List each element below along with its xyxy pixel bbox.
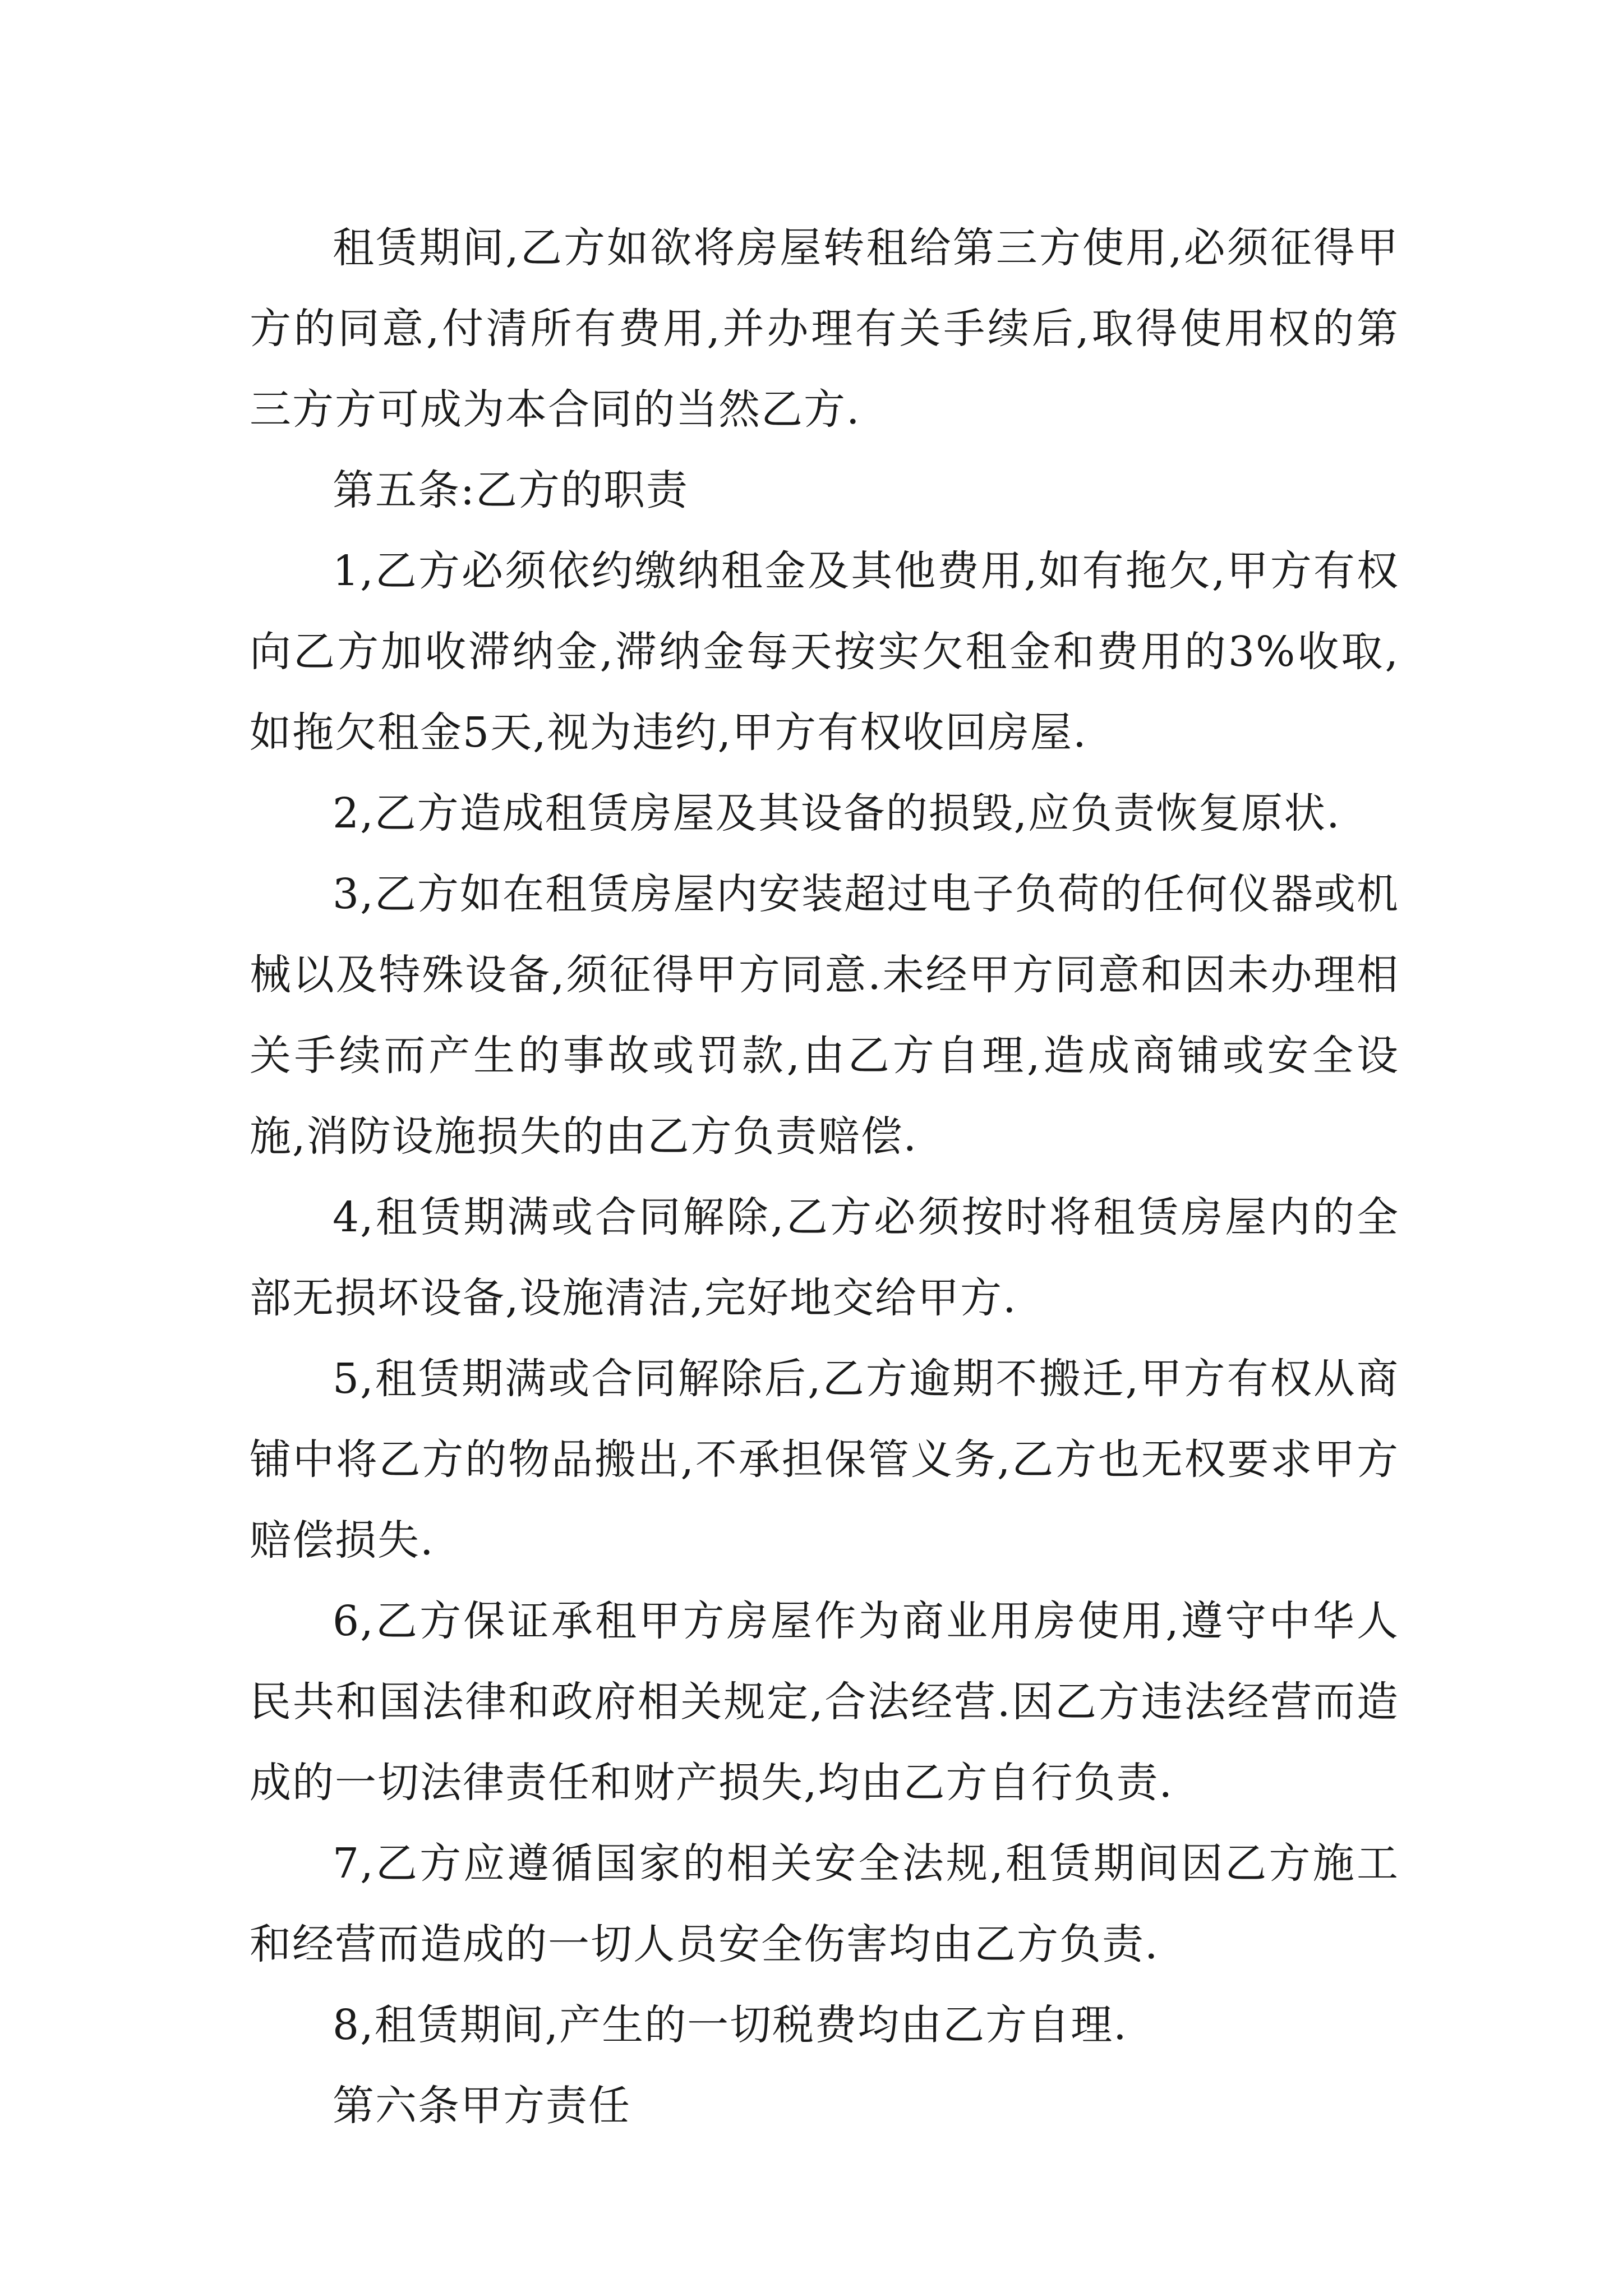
document-body xyxy=(250,208,1399,2146)
section-heading-article-6: 第六条甲方责任 xyxy=(333,2082,631,2130)
paragraph-clause-5: 5,租赁期满或合同解除后,乙方逾期不搬迁,甲方有权从商铺中将乙方的物品搬出,不承担保管义务,乙方也无权要求甲方赔偿损失. xyxy=(250,1355,1399,1565)
paragraph-clause-2: 2,乙方造成租赁房屋及其设备的损毁,应负责恢复原状. xyxy=(333,789,1341,838)
paragraph-clause-1: 1,乙方必须依约缴纳租金及其他费用,如有拖欠,甲方有权向乙方加收滞纳金,滞纳金每天按实欠租金和费用的3%收取,如拖欠租金5天,视为违约,甲方有权收回房屋. xyxy=(250,547,1399,757)
paragraph-clause-8: 8,租赁期间,产生的一切税费均由乙方自理. xyxy=(333,2001,1128,2049)
paragraph-clause-7: 7,乙方应遵循国家的相关安全法规,租赁期间因乙方施工和经营而造成的一切人员安全伤害均由乙方负责. xyxy=(250,1839,1399,1968)
section-heading-article-5: 第五条:乙方的职责 xyxy=(333,466,689,514)
paragraph-sublease: 租赁期间,乙方如欲将房屋转租给第三方使用,必须征得甲方的同意,付清所有费用,并办理有关手续后,取得使用权的第三方方可成为本合同的当然乙方. xyxy=(250,224,1399,434)
paragraph-clause-6: 6,乙方保证承租甲方房屋作为商业用房使用,遵守中华人民共和国法律和政府相关规定,合法经营.因乙方违法经营而造成的一切法律责任和财产损失,均由乙方自行负责. xyxy=(250,1597,1399,1807)
paragraph-clause-3: 3,乙方如在租赁房屋内安装超过电子负荷的任何仪器或机械以及特殊设备,须征得甲方同意.未经甲方同意和因未办理相关手续而产生的事故或罚款,由乙方自理,造成商铺或安全设施,消防设施损失的由乙方负责赔偿. xyxy=(250,870,1399,1161)
paragraph-clause-4: 4,租赁期满或合同解除,乙方必须按时将租赁房屋内的全部无损坏设备,设施清洁,完好地交给甲方. xyxy=(250,1193,1399,1322)
